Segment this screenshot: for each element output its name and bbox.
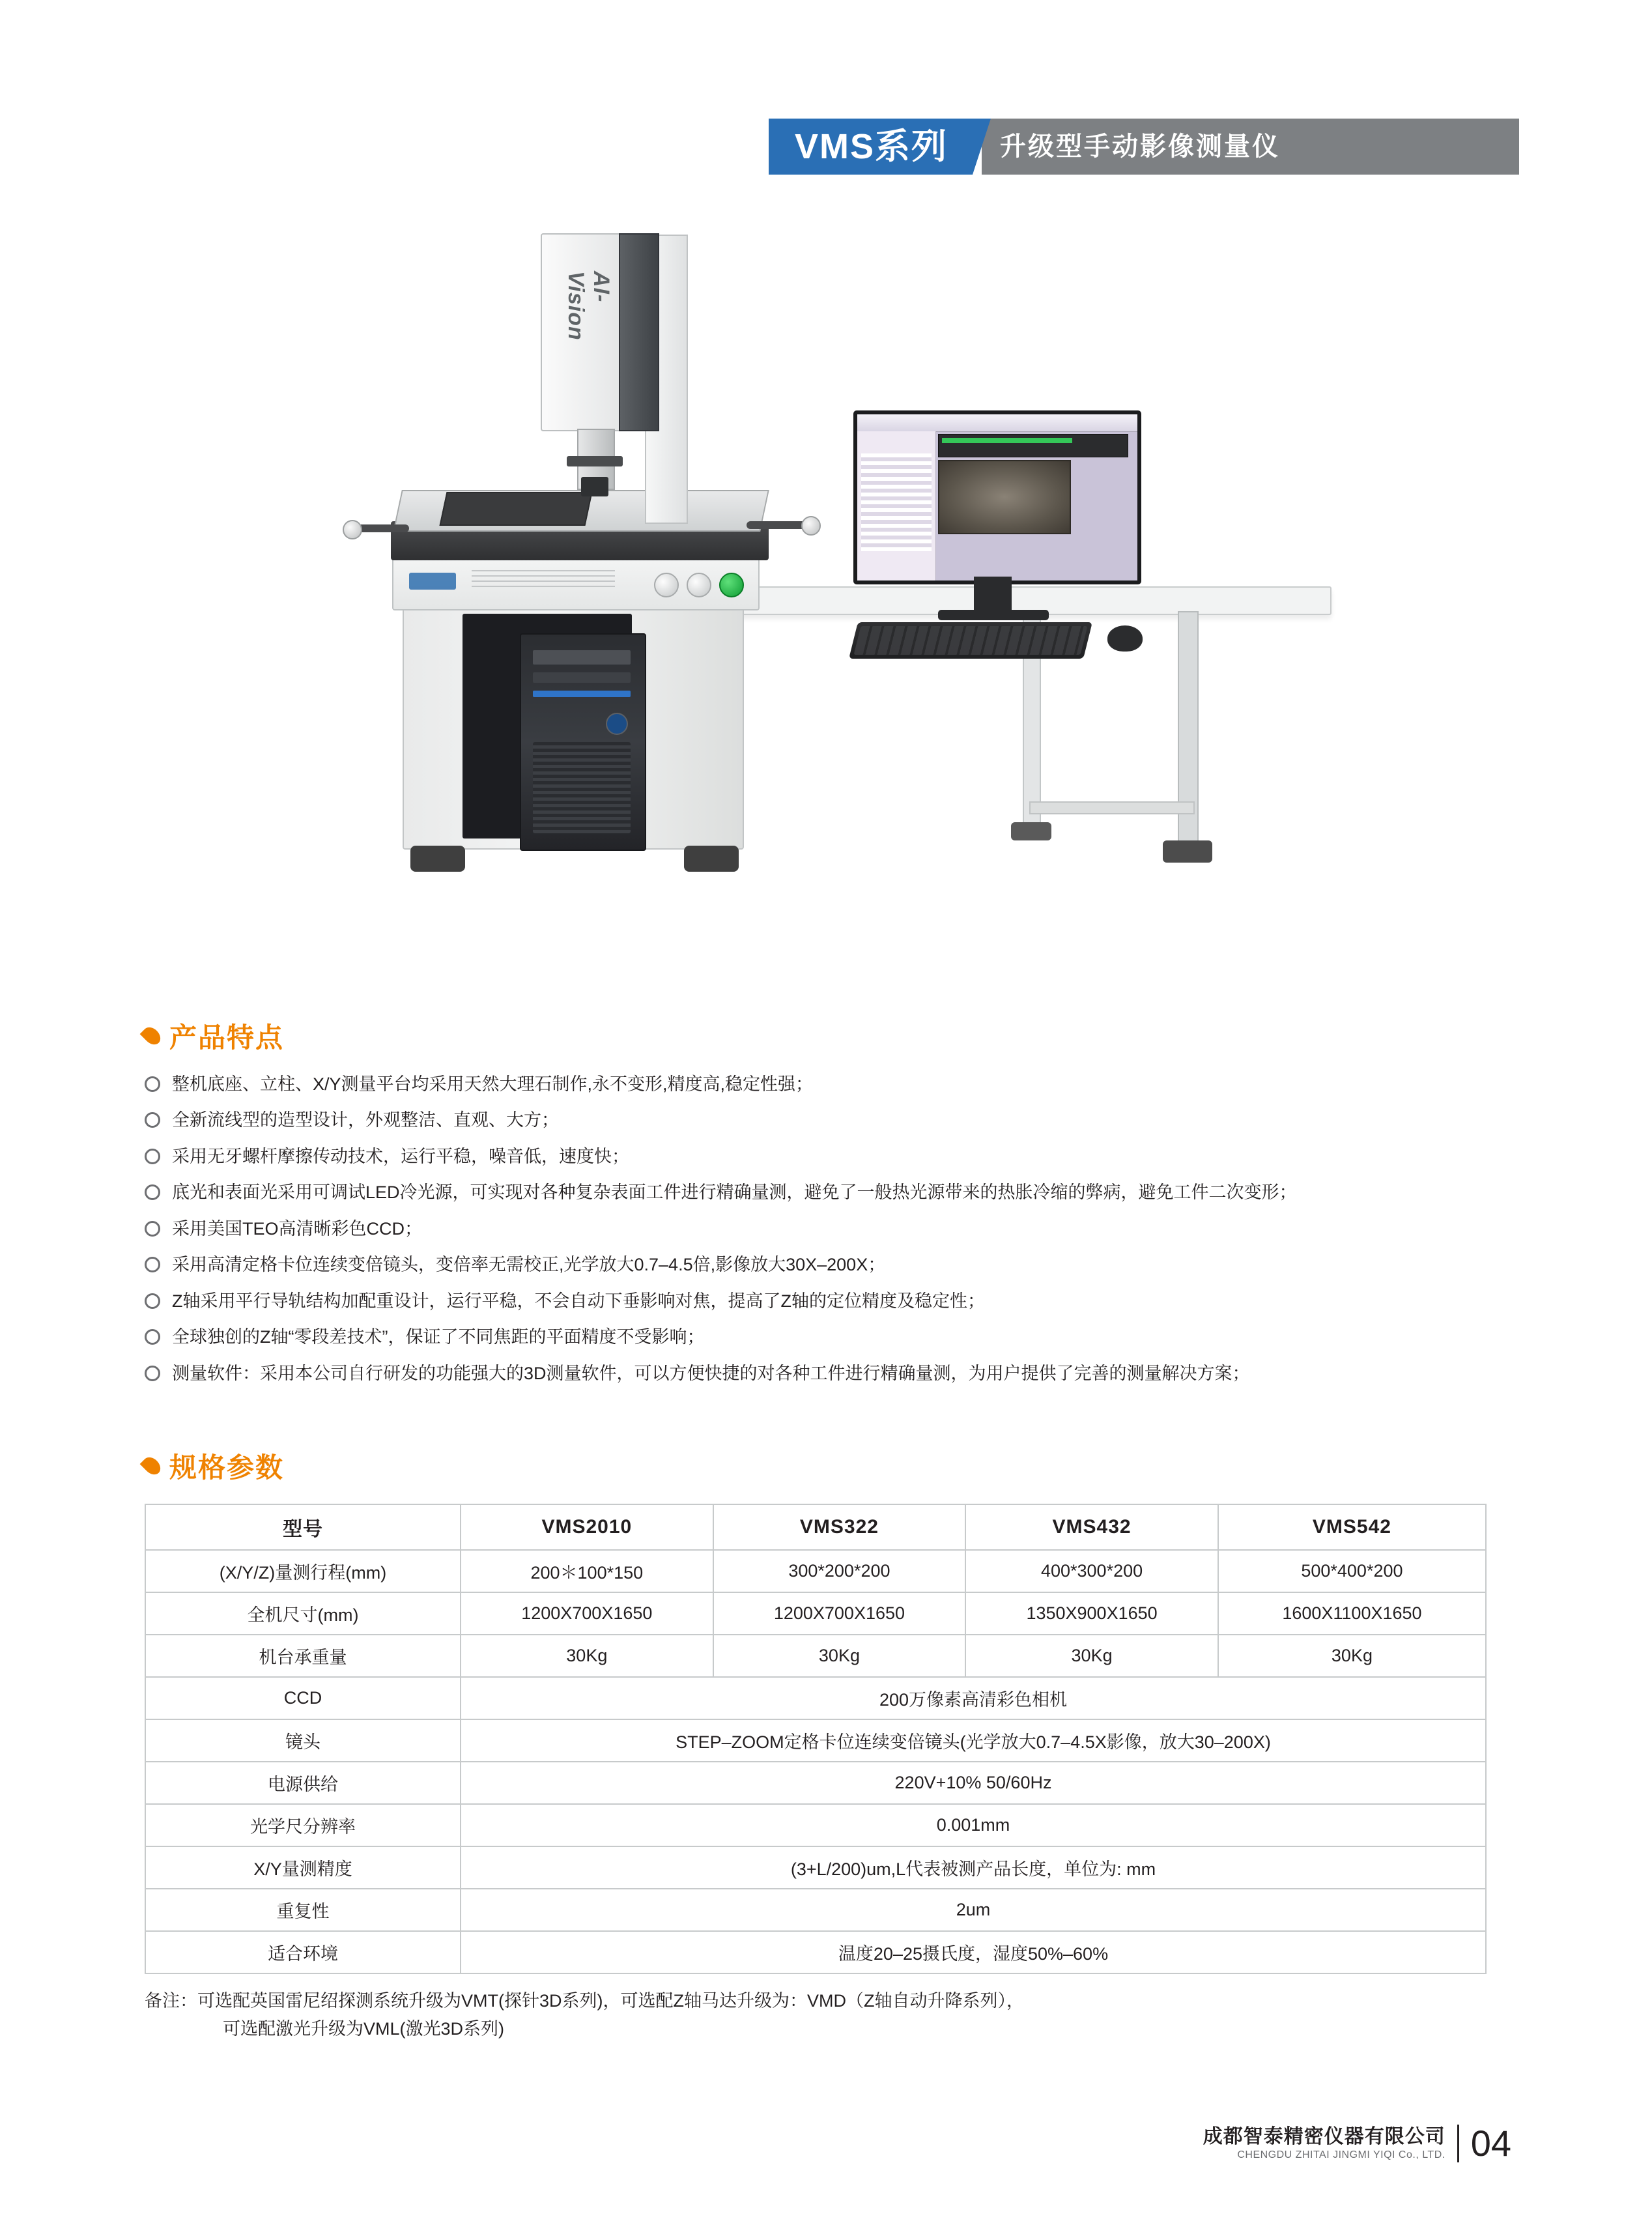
cell-value: 400*300*200 (965, 1550, 1218, 1592)
feature-text: 测量软件：采用本公司自行研发的功能强大的3D测量软件，可以方便快捷的对各种工件进行精确量测，为用户提供了完善的测量解决方案； (172, 1363, 1250, 1383)
cell-value: 30Kg (965, 1635, 1218, 1677)
monitor-stand (974, 577, 1012, 614)
droplet-icon (140, 1454, 164, 1478)
feature-item (145, 1289, 1513, 1313)
table-row (145, 1846, 1486, 1889)
feature-item (145, 1145, 1513, 1168)
cell-value: 1350X900X1650 (965, 1592, 1218, 1635)
row-label: 重复性 (145, 1889, 461, 1931)
specifications-table (145, 1504, 1487, 1974)
footer-company-block (1203, 2125, 1445, 2162)
monitor-screen (857, 414, 1137, 580)
row-label: 机台承重量 (145, 1635, 461, 1677)
stage-knob-left (343, 520, 362, 539)
cell-value-merged: 温度20–25摄氏度，湿度50%–60% (461, 1931, 1486, 1973)
remark-line-2: 可选配激光升级为VML(激光3D系列) (223, 2019, 505, 2039)
feature-item (145, 1217, 1513, 1240)
row-label: 全机尺寸(mm) (145, 1592, 461, 1635)
cell-value-merged: 2um (461, 1889, 1486, 1931)
tower-drive-bay (533, 672, 631, 683)
features-heading (145, 1016, 1513, 1055)
feature-item (145, 1325, 1513, 1349)
droplet-icon (140, 1024, 164, 1048)
software-progress-bar (942, 438, 1072, 443)
feature-item (145, 1362, 1513, 1385)
feature-text: 全球独创的Z轴“零段差技术”，保证了不同焦距的平面精度不受影响； (172, 1327, 705, 1347)
row-label: 电源供给 (145, 1762, 461, 1804)
cell-value-merged: (3+L/200)um,L代表被测产品长度，单位为: mm (461, 1846, 1486, 1889)
cell-value: 1600X1100X1650 (1218, 1592, 1486, 1635)
row-label: (X/Y/Z)量测行程(mm) (145, 1550, 461, 1592)
specs-section (145, 1446, 1513, 2043)
feature-text: 采用无牙螺杆摩擦传动技术，运行平稳，噪音低，速度快； (172, 1146, 629, 1166)
cell-value: 300*200*200 (713, 1550, 966, 1592)
panel-print-label (472, 570, 615, 587)
bullet-icon (145, 1112, 160, 1128)
feature-item (145, 1108, 1513, 1132)
feature-text: 整机底座、立柱、X/Y测量平台均采用天然大理石制作,永不变形,精度高,稳定性强； (172, 1074, 814, 1094)
machine-control-panel (392, 557, 760, 610)
table-row (145, 1550, 1486, 1592)
cell-value: 30Kg (713, 1635, 966, 1677)
table-row (145, 1889, 1486, 1931)
machine-foot-left (410, 846, 465, 872)
table-row (145, 1635, 1486, 1677)
cell-value-merged: 200万像素高清彩色相机 (461, 1677, 1486, 1719)
tower-power-button (606, 713, 628, 735)
feature-text: Z轴采用平行导轨结构加配重设计，运行平稳，不会自动下垂影响对焦，提高了Z轴的定位精度及稳定性； (172, 1291, 985, 1311)
cell-value: 1200X700X1650 (713, 1592, 966, 1635)
remark-line-1: 备注：可选配英国雷尼绍探测系统升级为VMT(探针3D系列)，可选配Z轴马达升级为：VMD（Z轴自动升降系列）， (145, 1991, 1024, 2011)
panel-knob-2 (687, 573, 711, 597)
display-monitor (853, 410, 1141, 584)
objective-lens (581, 477, 608, 496)
stage-knob-right (801, 516, 821, 536)
feature-text: 底光和表面光采用可调试LED冷光源，可实现对各种复杂表面工件进行精确量测，避免了一般热光源带来的热胀冷缩的弊病，避免工件二次变形； (172, 1182, 1297, 1203)
feature-text: 全新流线型的造型设计，外观整洁、直观、大方； (172, 1110, 559, 1130)
th-vms2010: VMS2010 (461, 1504, 713, 1550)
software-workpiece-preview (938, 460, 1071, 534)
table-row (145, 1931, 1486, 1973)
panel-power-indicator (719, 573, 744, 597)
product-photo (280, 195, 1374, 971)
th-vms542: VMS542 (1218, 1504, 1486, 1550)
specs-heading-text: 规格参数 (169, 1452, 285, 1483)
footer-company-en: CHENGDU ZHITAI JINGMI YIQI Co., LTD. (1237, 2149, 1445, 2161)
footer-divider (1457, 2125, 1459, 2162)
row-label: 光学尺分辨率 (145, 1804, 461, 1846)
xy-stage-glass (439, 492, 592, 526)
th-model: 型号 (145, 1504, 461, 1550)
bullet-icon (145, 1366, 160, 1381)
bullet-icon (145, 1257, 160, 1272)
computer-tower (520, 633, 646, 851)
desk-foot-front (1163, 840, 1212, 863)
bullet-icon (145, 1293, 160, 1309)
page-header-banner (769, 119, 1519, 175)
bullet-icon (145, 1221, 160, 1237)
tower-optical-drive (533, 650, 631, 665)
feature-text: 采用高清定格卡位连续变倍镜头，变倍率无需校正,光学放大0.7–4.5倍,影像放大30X–200X； (172, 1255, 886, 1275)
cell-value-merged: 0.001mm (461, 1804, 1486, 1846)
feature-text: 采用美国TEO高清晰彩色CCD； (172, 1218, 422, 1239)
table-row (145, 1804, 1486, 1846)
stage-handle-left-arm (357, 524, 409, 532)
bullet-icon (145, 1329, 160, 1345)
lens-adjust-ring (567, 456, 623, 466)
table-row (145, 1592, 1486, 1635)
table-row (145, 1677, 1486, 1719)
panel-brand-logo (409, 573, 456, 590)
features-heading-text: 产品特点 (169, 1022, 285, 1053)
specs-remark (145, 1987, 1513, 2043)
tower-vent-grille (533, 742, 631, 833)
cell-value: 1200X700X1650 (461, 1592, 713, 1635)
bullet-icon (145, 1076, 160, 1092)
desk-crossbar (1029, 801, 1195, 814)
machine-foot-right (684, 846, 739, 872)
table-header-row (145, 1504, 1486, 1550)
keyboard (849, 622, 1092, 659)
desk-foot-back (1011, 822, 1051, 840)
th-vms432: VMS432 (965, 1504, 1218, 1550)
bullet-icon (145, 1149, 160, 1164)
row-label: 镜头 (145, 1719, 461, 1762)
tower-accent-strip (533, 691, 631, 697)
feature-item (145, 1253, 1513, 1276)
page-footer (1203, 2122, 1511, 2164)
table-row (145, 1719, 1486, 1762)
keyboard-keys (854, 626, 1088, 655)
th-vms322: VMS322 (713, 1504, 966, 1550)
table-row (145, 1762, 1486, 1804)
cell-value: 30Kg (461, 1635, 713, 1677)
cell-value-merged: 220V+10% 50/60Hz (461, 1762, 1486, 1804)
specs-heading (145, 1446, 1513, 1485)
cell-value: 500*400*200 (1218, 1550, 1486, 1592)
software-toolbar (857, 414, 1137, 432)
feature-item (145, 1181, 1513, 1204)
features-list (145, 1072, 1513, 1385)
header-series-label: VMS系列 (769, 119, 970, 175)
panel-knob-1 (654, 573, 679, 597)
row-label: CCD (145, 1677, 461, 1719)
row-label: X/Y量测精度 (145, 1846, 461, 1889)
software-data-rows (861, 453, 932, 551)
cell-value: 30Kg (1218, 1635, 1486, 1677)
monitor-base (938, 610, 1049, 620)
header-subtitle-label: 升级型手动影像测量仪 (982, 119, 1519, 175)
brand-logo-text: AI-Vision (563, 271, 614, 341)
page-number: 04 (1470, 2123, 1511, 2164)
bullet-icon (145, 1184, 160, 1200)
cell-value-merged: STEP–ZOOM定格卡位连续变倍镜头(光学放大0.7–4.5X影像，放大30–200X) (461, 1719, 1486, 1762)
row-label: 适合环境 (145, 1931, 461, 1973)
stage-handle-right-arm (747, 521, 809, 529)
cell-value: 200＊100*150 (461, 1550, 713, 1592)
mouse (1107, 625, 1143, 652)
footer-company-cn: 成都智泰精密仪器有限公司 (1203, 2125, 1445, 2147)
feature-item (145, 1072, 1513, 1096)
features-section (145, 1016, 1513, 1398)
